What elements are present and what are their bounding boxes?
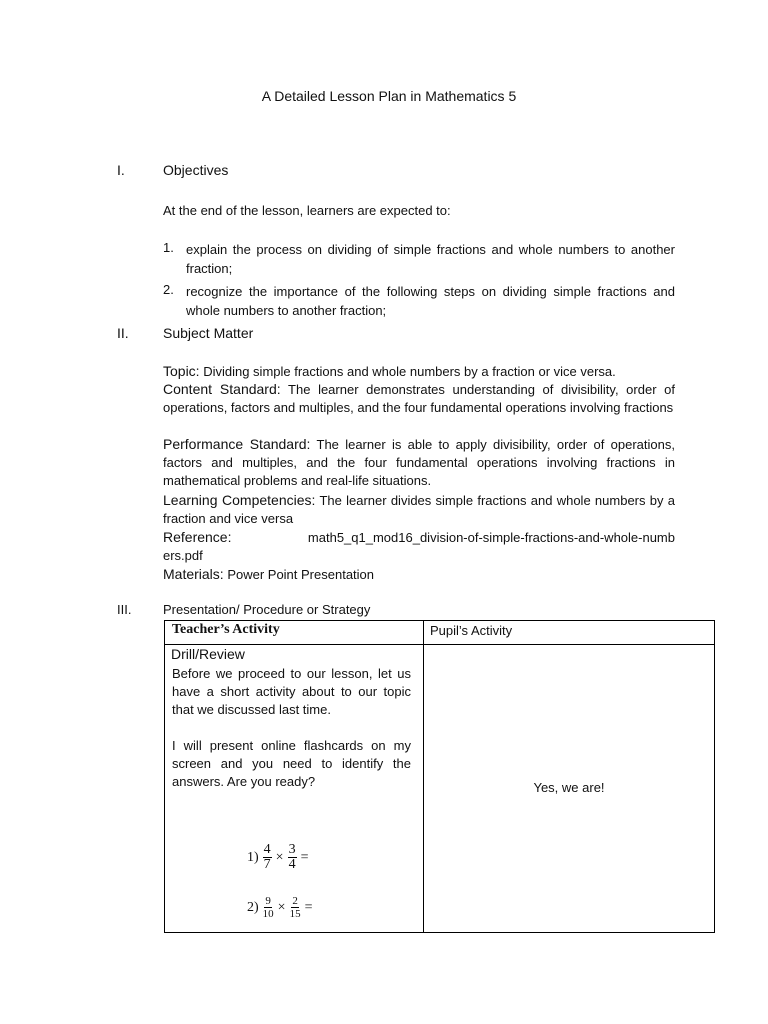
content-standard-label: Content Standard:	[163, 381, 281, 397]
topic-paragraph	[163, 362, 675, 381]
section-numeral-subject: II.	[117, 325, 129, 341]
fraction	[263, 895, 274, 920]
numerator: 2	[292, 895, 298, 907]
problem-label: 2)	[247, 899, 259, 915]
problem-label: 1)	[247, 849, 259, 865]
topic-label: Topic:	[163, 363, 200, 379]
numerator: 3	[288, 842, 296, 857]
performance-standard-label: Performance Standard:	[163, 436, 311, 452]
presentation-heading: Presentation/ Procedure or Strategy	[163, 602, 371, 617]
materials-paragraph	[163, 565, 675, 584]
learning-competencies-text: The learner divides simple fractions and whole numbers by a fraction and vice versa	[163, 493, 675, 526]
numerator: 4	[263, 842, 271, 857]
pupil-response: Yes, we are!	[533, 780, 605, 795]
fraction	[263, 843, 272, 872]
denominator: 10	[262, 908, 274, 920]
content-standard-text: The learner demonstrates understanding of divisibility, order of operations, factors and multiples, and the four fundamental operations involving fractions	[163, 382, 675, 415]
performance-standard-text: The learner is able to apply divisibility, order of operations, factors and multiples, and the four fundamental operations involving fractions in mathematical problems and real-life situations.	[163, 437, 675, 488]
content-standard-paragraph	[163, 380, 675, 417]
objective-number: 2.	[163, 282, 174, 297]
subject-matter-heading: Subject Matter	[163, 325, 254, 341]
learning-competencies-paragraph	[163, 491, 675, 528]
topic-text: Dividing simple fractions and whole numbers by a fraction or vice versa.	[203, 364, 616, 379]
pupil-activity-header: Pupil’s Activity	[424, 621, 715, 645]
activity-table	[164, 620, 715, 933]
materials-label: Materials:	[163, 566, 224, 582]
teacher-paragraph-1: Before we proceed to our lesson, let us have a short activity about to our topic that we discussed last time.	[172, 666, 411, 717]
reference-label: Reference:	[163, 529, 232, 545]
denominator: 15	[289, 908, 301, 920]
equals-sign: =	[300, 849, 309, 865]
reference-text: math5_q1_mod16_division-of-simple-fractions-and-whole-numbers.pdf	[163, 530, 675, 563]
objectives-intro: At the end of the lesson, learners are expected to:	[163, 203, 451, 218]
page-title: A Detailed Lesson Plan in Mathematics 5	[261, 88, 517, 104]
teacher-activity-cell	[165, 645, 424, 933]
objective-item: recognize the importance of the following steps on dividing simple fractions and whole numbers to another fraction;	[186, 284, 675, 318]
learning-competencies-label: Learning Competencies:	[163, 492, 316, 508]
performance-standard-paragraph	[163, 435, 675, 490]
teacher-paragraph-2: I will present online flashcards on my screen and you need to identify the answers. Are you ready?	[172, 738, 411, 789]
equals-sign: =	[304, 899, 313, 915]
objectives-heading: Objectives	[163, 162, 229, 178]
multiply-sign: ×	[277, 899, 286, 915]
denominator: 7	[263, 857, 271, 872]
problem-2	[247, 895, 312, 920]
reference-paragraph	[163, 528, 675, 565]
denominator: 4	[288, 857, 296, 872]
problem-1	[247, 843, 308, 872]
section-numeral-presentation: III.	[117, 602, 132, 617]
teacher-activity-header: Teacher’s Activity	[165, 621, 424, 645]
objective-number: 1.	[163, 240, 174, 255]
pupil-activity-cell	[424, 645, 715, 933]
drill-review-heading: Drill/Review	[171, 646, 245, 662]
objective-item: explain the process on dividing of simple fractions and whole numbers to another fraction;	[186, 242, 675, 276]
numerator: 9	[265, 895, 271, 907]
section-numeral-objectives: I.	[117, 162, 125, 178]
materials-text: Power Point Presentation	[227, 567, 375, 582]
multiply-sign: ×	[275, 849, 284, 865]
fraction	[290, 895, 301, 920]
fraction	[288, 843, 297, 872]
